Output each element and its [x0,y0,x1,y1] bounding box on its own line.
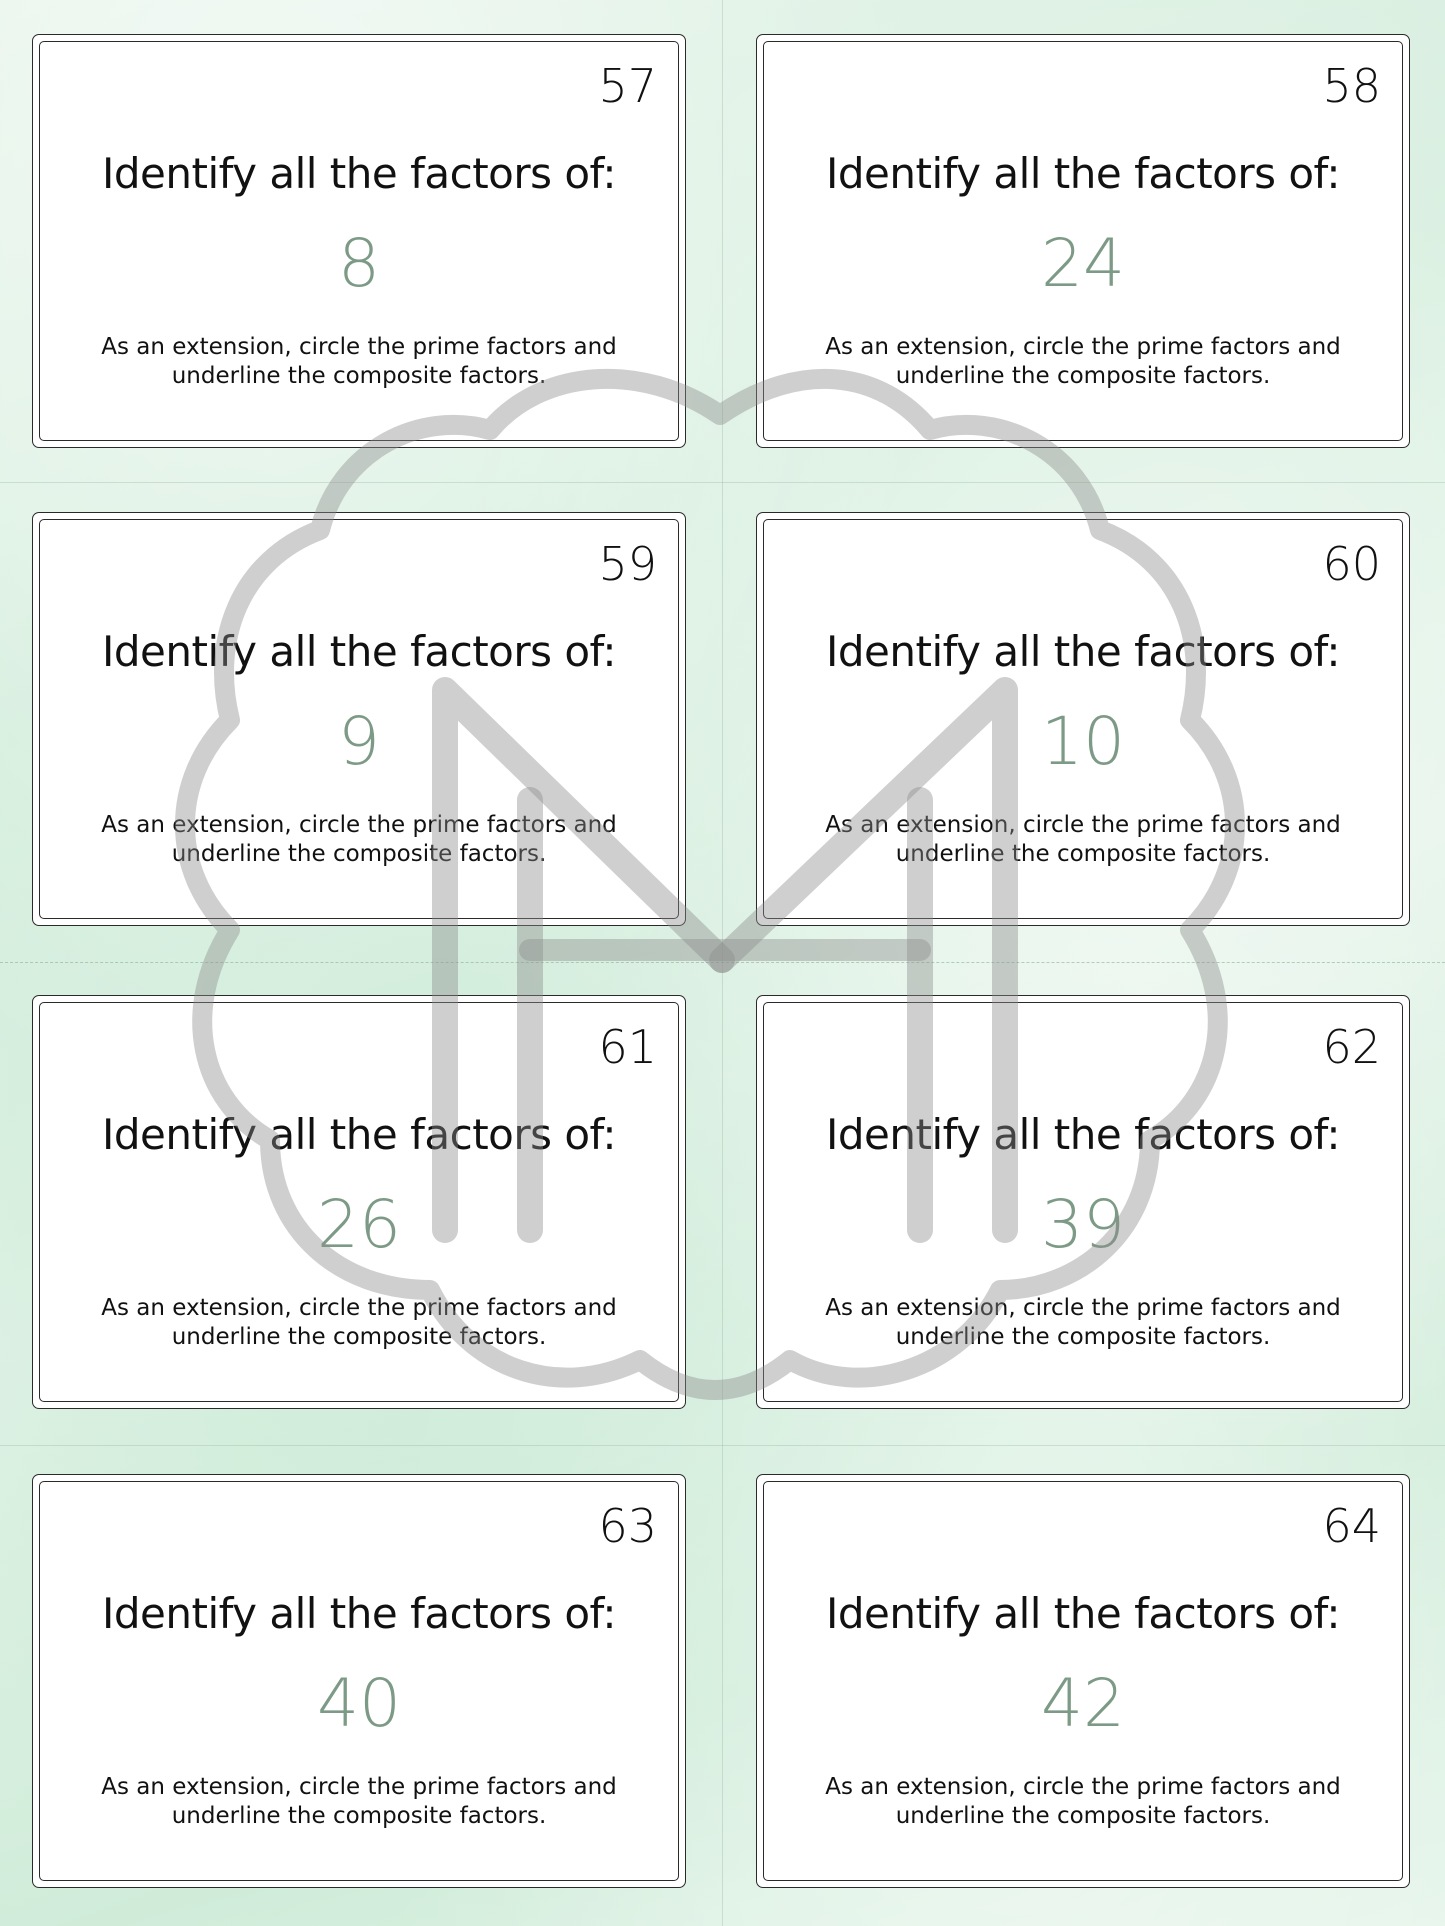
card-number: 62 [1322,1020,1381,1074]
fold-line [0,962,1445,963]
extension-instruction: As an extension, circle the prime factors and underline the composite factors. [101,812,617,867]
card-number: 64 [1322,1499,1381,1553]
card-number: 57 [598,59,657,113]
card-prompt: Identify all the factors of: [101,149,616,198]
extension-instruction: As an extension, circle the prime factors and underline the composite factors. [825,1295,1341,1350]
task-card [32,34,686,448]
target-number: 8 [338,225,380,302]
card-prompt: Identify all the factors of: [101,1589,616,1638]
target-number: 26 [317,1186,401,1263]
card-prompt: Identify all the factors of: [825,1110,1340,1159]
extension-instruction: As an extension, circle the prime factors and underline the composite factors. [825,812,1341,867]
extension-instruction: As an extension, circle the prime factors and underline the composite factors. [101,334,617,389]
card-prompt: Identify all the factors of: [101,1110,616,1159]
extension-instruction: As an extension, circle the prime factors and underline the composite factors. [825,334,1341,389]
target-number: 39 [1041,1186,1125,1263]
extension-instruction: As an extension, circle the prime factors and underline the composite factors. [101,1774,617,1829]
card-number: 63 [598,1499,657,1553]
card-prompt: Identify all the factors of: [825,1589,1340,1638]
extension-instruction: As an extension, circle the prime factors and underline the composite factors. [825,1774,1341,1829]
target-number: 24 [1041,225,1125,302]
card-number: 60 [1322,537,1381,591]
task-card [32,1474,686,1888]
vertical-cut-line [722,0,723,1926]
target-number: 42 [1041,1665,1125,1742]
target-number: 10 [1041,703,1125,780]
target-number: 40 [317,1665,401,1742]
task-card [32,995,686,1409]
card-number: 58 [1322,59,1381,113]
card-number: 59 [598,537,657,591]
task-card [756,512,1410,926]
target-number: 9 [338,703,380,780]
task-card [756,1474,1410,1888]
horizontal-cut-line [0,482,1445,483]
card-number: 61 [598,1020,657,1074]
card-prompt: Identify all the factors of: [825,627,1340,676]
task-card [32,512,686,926]
extension-instruction: As an extension, circle the prime factors and underline the composite factors. [101,1295,617,1350]
card-prompt: Identify all the factors of: [101,627,616,676]
card-prompt: Identify all the factors of: [825,149,1340,198]
task-card [756,995,1410,1409]
horizontal-cut-line [0,1445,1445,1446]
task-card [756,34,1410,448]
